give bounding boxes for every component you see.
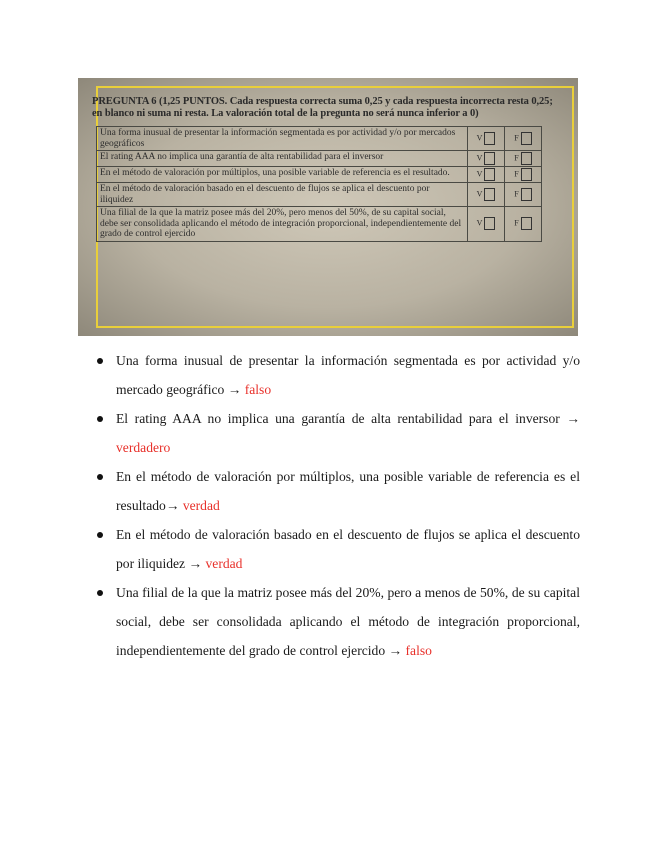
false-option: F — [505, 183, 542, 207]
answer-text: verdad — [182, 498, 220, 513]
table-row — [97, 151, 542, 167]
false-option: F — [505, 167, 542, 183]
statement-text: El rating AAA no implica una garantía de alta rentabilidad para el inversor → — [116, 411, 580, 426]
checkbox-icon — [521, 188, 532, 201]
question-table — [96, 126, 542, 242]
answer-list — [90, 346, 580, 665]
exam-photo — [78, 78, 578, 336]
true-option: V — [468, 151, 505, 167]
list-item — [90, 578, 580, 665]
checkbox-icon — [484, 152, 495, 165]
checkbox-icon — [521, 217, 532, 230]
table-row — [97, 167, 542, 183]
checkbox-icon — [484, 168, 495, 181]
bullet-icon — [97, 590, 103, 596]
statement-text: En el método de valoración basado en el descuento de flujos se aplica el descuento por iliquidez → — [116, 527, 580, 571]
statement-text: Una forma inusual de presentar la información segmentada es por actividad y/o mercado geográfico → — [116, 353, 580, 397]
true-option: V — [468, 183, 505, 207]
exam-paper — [92, 96, 564, 328]
checkbox-icon — [521, 132, 532, 145]
checkbox-icon — [521, 168, 532, 181]
true-option: V — [468, 207, 505, 242]
checkbox-icon — [521, 152, 532, 165]
false-option: F — [505, 151, 542, 167]
true-option: V — [468, 127, 505, 151]
false-option: F — [505, 207, 542, 242]
table-row — [97, 207, 542, 242]
table-row — [97, 183, 542, 207]
false-option: F — [505, 127, 542, 151]
statement-cell: Una filial de la que la matriz posee más del 20%, pero menos del 50%, de su capital social, debe ser consolidada aplicando el método de integración proporcional, independientemente del grado de control ejercido — [97, 207, 468, 242]
statement-cell: El rating AAA no implica una garantía de alta rentabilidad para el inversor — [97, 151, 468, 167]
list-item — [90, 520, 580, 578]
answer-text: verdadero — [116, 440, 171, 455]
answer-text: verdad — [205, 556, 243, 571]
statement-cell: En el método de valoración por múltiplos, una posible variable de referencia es el resultado. — [97, 167, 468, 183]
checkbox-icon — [484, 188, 495, 201]
bullet-icon — [97, 358, 103, 364]
true-option: V — [468, 167, 505, 183]
statement-text: Una filial de la que la matriz posee más del 20%, pero a menos de 50%, de su capital social, debe ser consolidada aplicando el método de integración proporcional, independientemente del grado de control ejercido → — [116, 585, 580, 658]
table-row — [97, 127, 542, 151]
checkbox-icon — [484, 217, 495, 230]
statement-cell: En el método de valoración basado en el descuento de flujos se aplica el descuento por iliquidez — [97, 183, 468, 207]
list-item — [90, 404, 580, 462]
bullet-icon — [97, 416, 103, 422]
statement-cell: Una forma inusual de presentar la información segmentada es por actividad y/o por mercados geográficos — [97, 127, 468, 151]
answer-text: falso — [244, 382, 272, 397]
question-heading: PREGUNTA 6 (1,25 PUNTOS. Cada respuesta correcta suma 0,25 y cada respuesta incorrecta resta 0,25; en blanco ni suma ni resta. La valoración total de la pregunta no será nunca inferior a 0) — [92, 96, 553, 119]
list-item — [90, 346, 580, 404]
answer-text: falso — [405, 643, 432, 658]
bullet-icon — [97, 474, 103, 480]
statement-text: En el método de valoración por múltiplos, una posible variable de referencia es el resultado→ — [116, 469, 580, 513]
bullet-icon — [97, 532, 103, 538]
checkbox-icon — [484, 132, 495, 145]
list-item — [90, 462, 580, 520]
